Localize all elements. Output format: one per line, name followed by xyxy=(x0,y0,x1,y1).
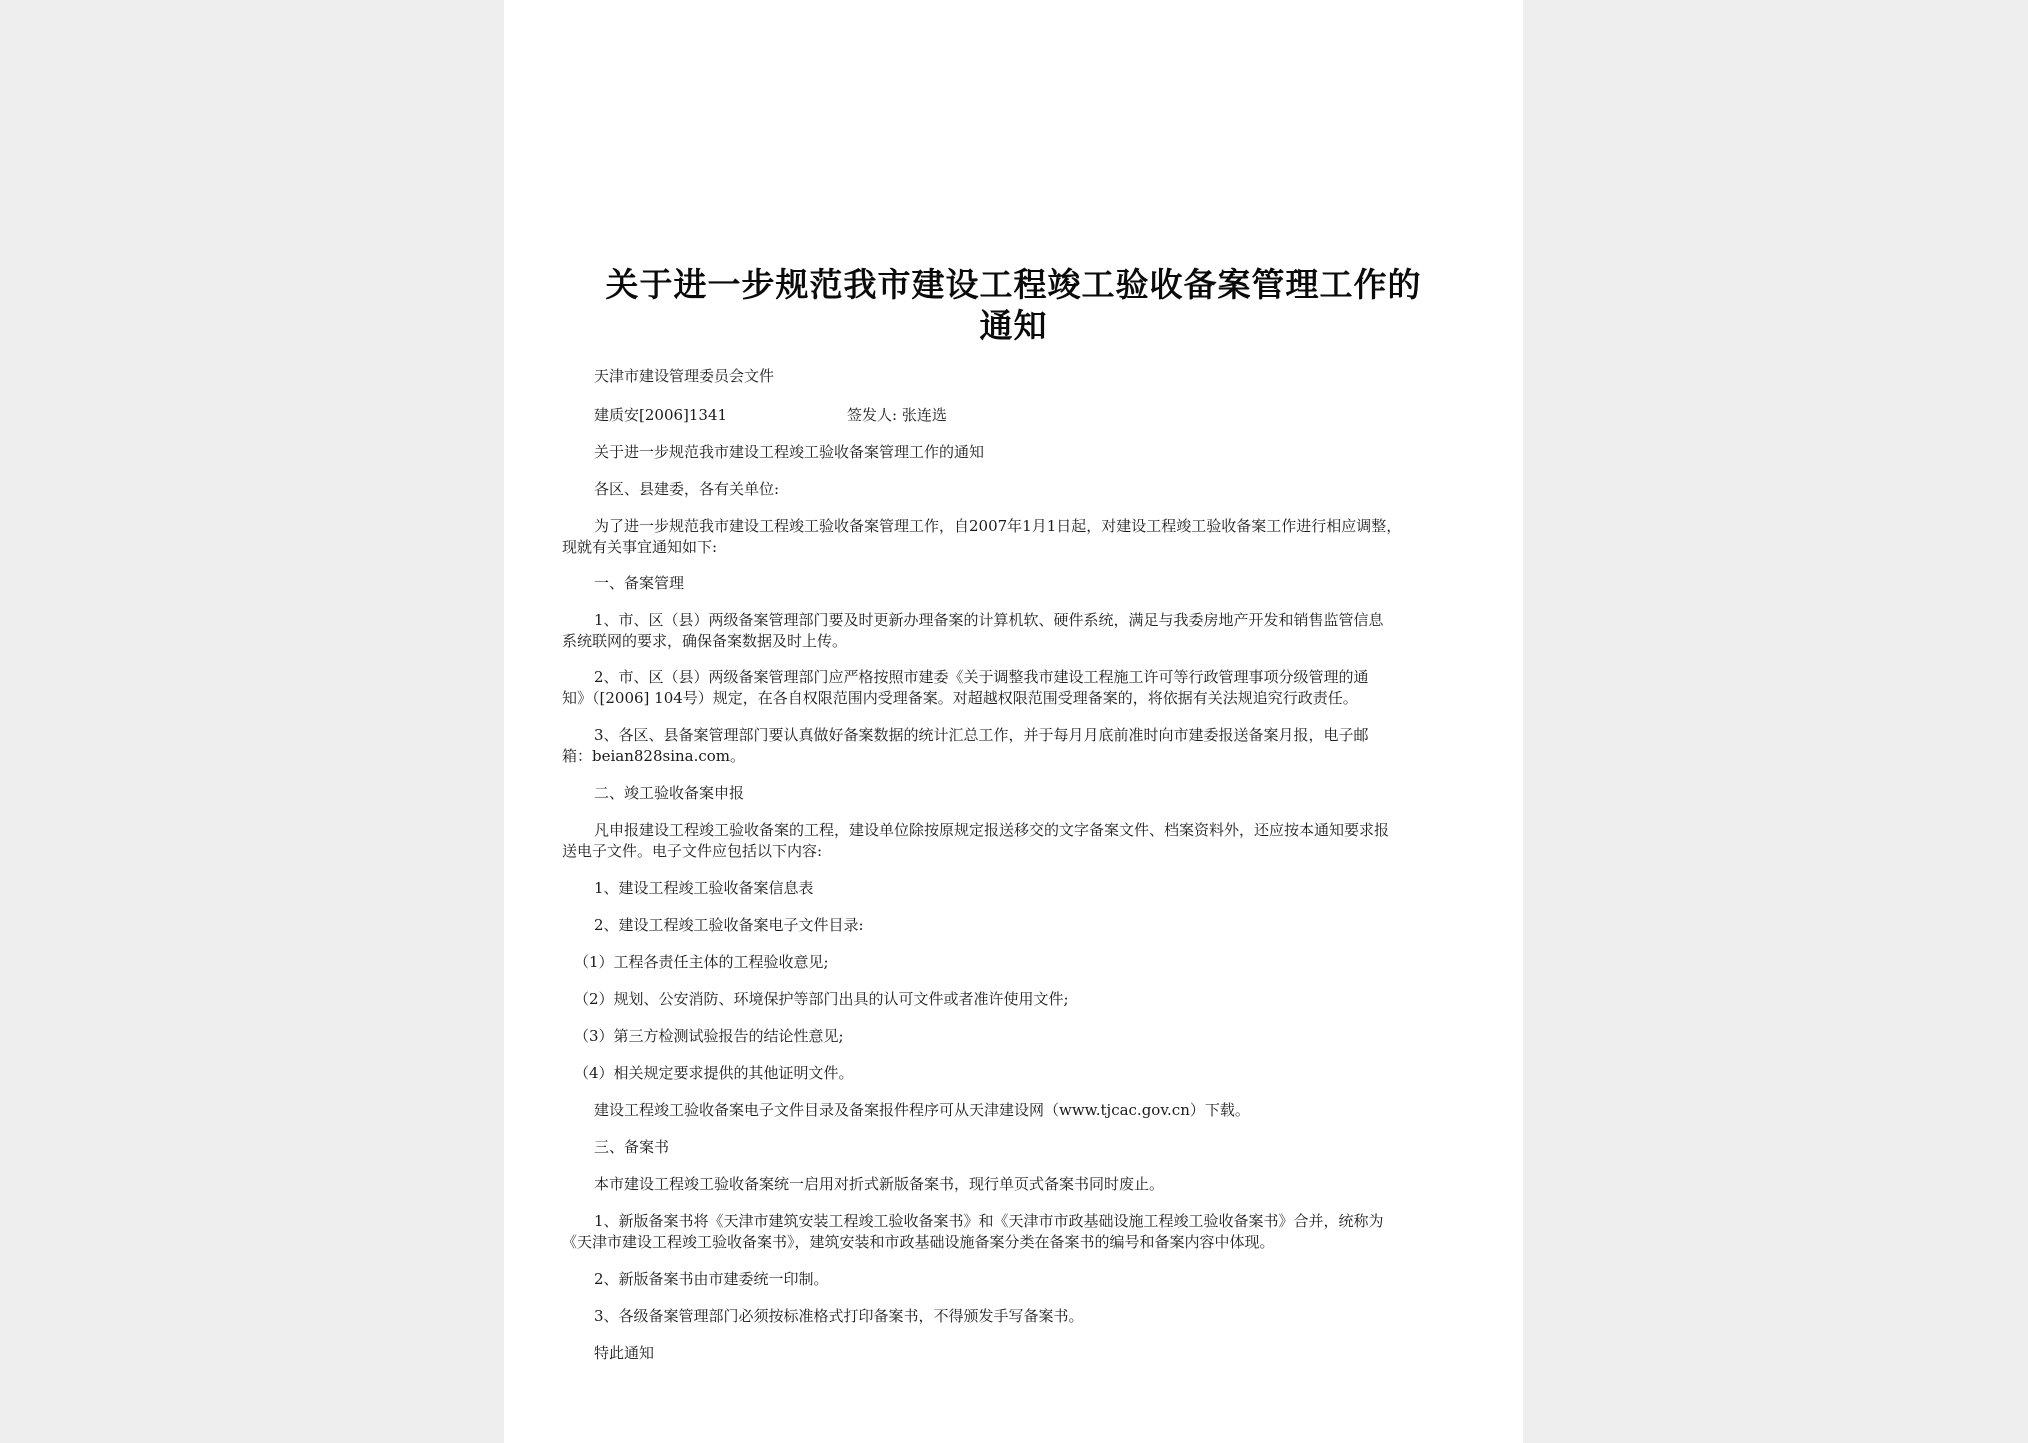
section-2-download-note: 建设工程竣工验收备案电子文件目录及备案报件程序可从天津建设网（www.tjcac.gov.cn）下载。 xyxy=(594,1101,1250,1119)
subtitle-line: 关于进一步规范我市建设工程竣工验收备案管理工作的通知 xyxy=(594,443,985,461)
section-1-item-2-line-1: 2、市、区（县）两级备案管理部门应严格按照市建委《关于调整我市建设工程施工许可等行政管理事项分级管理的通 xyxy=(594,668,1369,686)
section-1-item-1-line-1: 1、市、区（县）两级备案管理部门要及时更新办理备案的计算机软、硬件系统，满足与我委房地产开发和销售监管信息 xyxy=(594,611,1384,629)
section-2-intro-line-1: 凡申报建设工程竣工验收备案的工程，建设单位除按原规定报送移交的文字备案文件、档案资料外，还应按本通知要求报 xyxy=(594,821,1390,839)
intro-paragraph-line-2: 现就有关事宜通知如下: xyxy=(562,538,718,556)
section-1-item-3-line-1: 3、各区、县备案管理部门要认真做好备案数据的统计汇总工作，并于每月月底前准时向市建委报送备案月报，电子邮 xyxy=(594,726,1369,744)
section-2-subitem-2: （2）规划、公安消防、环境保护等部门出具的认可文件或者准许使用文件; xyxy=(574,990,1069,1008)
title-line-1: 关于进一步规范我市建设工程竣工验收备案管理工作的 xyxy=(605,265,1422,304)
section-3-item-2: 2、新版备案书由市建委统一印制。 xyxy=(594,1270,829,1288)
section-2-subitem-4: （4）相关规定要求提供的其他证明文件。 xyxy=(574,1064,854,1082)
section-3-intro: 本市建设工程竣工验收备案统一启用对折式新版备案书，现行单页式备案书同时废止。 xyxy=(594,1175,1165,1193)
document-number: 建质安[2006]1341 xyxy=(594,406,728,424)
section-3-item-3: 3、各级备案管理部门必须按标准格式打印备案书，不得颁发手写备案书。 xyxy=(594,1307,1084,1325)
section-1-item-1-line-2: 系统联网的要求，确保备案数据及时上传。 xyxy=(562,632,848,650)
section-1-item-3-line-2: 箱：beian828sina.com。 xyxy=(562,747,746,765)
section-3-heading: 三、备案书 xyxy=(594,1138,670,1156)
section-2-item-1: 1、建设工程竣工验收备案信息表 xyxy=(594,879,814,897)
document-title xyxy=(554,264,1473,346)
section-2-heading: 二、竣工验收备案申报 xyxy=(594,784,745,802)
document-page xyxy=(504,0,1523,1443)
addressee-line: 各区、县建委，各有关单位: xyxy=(594,480,780,498)
intro-paragraph-line-1: 为了进一步规范我市建设工程竣工验收备案管理工作，自2007年1月1日起，对建设工程竣工验收备案工作进行相应调整， xyxy=(594,517,1402,535)
section-3-item-1-line-1: 1、新版备案书将《天津市建筑安装工程竣工验收备案书》和《天津市市政基础设施工程竣工验收备案书》合并，统称为 xyxy=(594,1212,1384,1230)
section-1-heading: 一、备案管理 xyxy=(594,574,685,592)
section-2-subitem-1: （1）工程各责任主体的工程验收意见; xyxy=(574,953,829,971)
closing-line: 特此通知 xyxy=(594,1344,655,1362)
issuer-line: 天津市建设管理委员会文件 xyxy=(594,367,775,385)
section-2-intro-line-2: 送电子文件。电子文件应包括以下内容: xyxy=(562,842,823,860)
title-line-2: 通知 xyxy=(979,306,1048,345)
section-2-subitem-3: （3）第三方检测试验报告的结论性意见; xyxy=(574,1027,844,1045)
section-2-item-2: 2、建设工程竣工验收备案电子文件目录: xyxy=(594,916,864,934)
signer-line: 签发人: 张连选 xyxy=(847,406,947,424)
section-1-item-2-line-2: 知》（[2006] 104号）规定，在各自权限范围内受理备案。对超越权限范围受理备案的，将依据有关法规追究行政责任。 xyxy=(562,689,1358,707)
section-3-item-1-line-2: 《天津市建设工程竣工验收备案书》，建筑安装和市政基础设施备案分类在备案书的编号和备案内容中体现。 xyxy=(562,1233,1275,1251)
